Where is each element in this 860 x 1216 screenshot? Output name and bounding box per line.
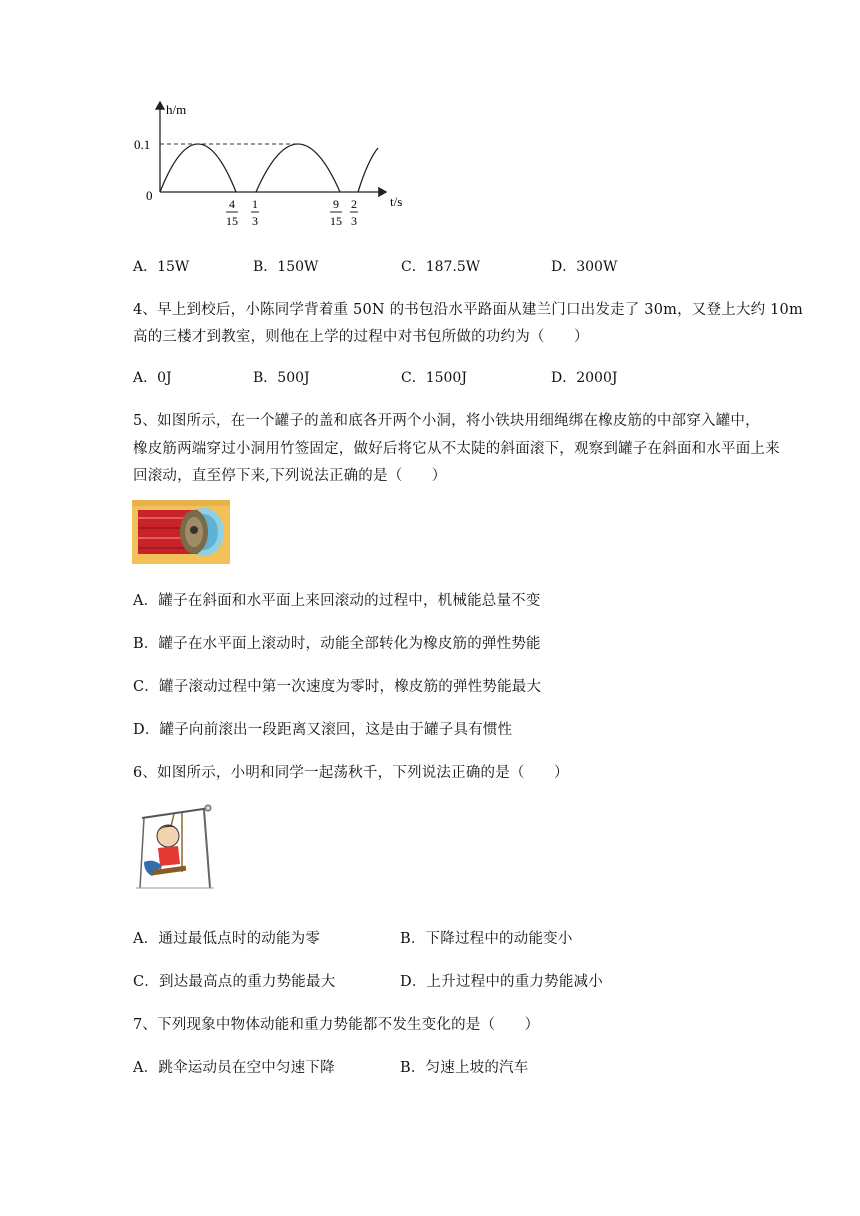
q5-stem-line-3: 回滚动，直至停下来,下列说法正确的是（ ） (133, 468, 447, 484)
swing-boy-image (130, 800, 216, 890)
q3-option-b[interactable]: B．150W (253, 259, 319, 275)
q4-option-c[interactable]: C．1500J (401, 370, 467, 386)
q7-option-a[interactable]: A．跳伞运动员在空中匀速下降 (133, 1060, 335, 1076)
x-axis-label: t/s (390, 194, 403, 209)
q7-stem: 7、下列现象中物体动能和重力势能都不发生变化的是（ ） (133, 1017, 540, 1033)
q4-stem-line-2: 高的三楼才到教室，则他在上学的过程中对书包所做的功约为（ ） (133, 329, 589, 345)
svg-text:15: 15 (330, 214, 342, 228)
curve-arc-2 (256, 144, 340, 192)
svg-text:2: 2 (351, 197, 357, 211)
q5-option-a[interactable]: A．罐子在斜面和水平面上来回滚动的过程中，机械能总量不变 (133, 593, 541, 609)
q6-option-c[interactable]: C．到达最高点的重力势能最大 (133, 974, 336, 990)
q7-option-b[interactable]: B．匀速上坡的汽车 (400, 1060, 529, 1076)
q5-option-d[interactable]: D．罐子向前滚出一段距离又滚回，这是由于罐子具有惯性 (133, 722, 513, 738)
x-tick-2-3 (350, 197, 358, 228)
x-tick-9-15 (330, 197, 342, 228)
q4-option-b[interactable]: B．500J (253, 370, 310, 386)
curve-arc-3 (358, 148, 378, 192)
q3-option-d[interactable]: D．300W (551, 259, 618, 275)
curve-arc-1 (160, 144, 236, 192)
svg-text:9: 9 (333, 197, 339, 211)
origin-label: 0 (146, 188, 153, 203)
q4-stem-line-1: 4、早上到校后，小陈同学背着重 50N 的书包沿水平路面从建兰门口出发走了 30m，又登上大约 10m (133, 302, 803, 318)
q5-stem-line-2: 橡皮筋两端穿过小洞用竹签固定，做好后将它从不太陡的斜面滚下，观察到罐子在斜面和水平面上来 (133, 441, 780, 457)
rolling-can-image (132, 500, 230, 564)
height-time-graph (128, 96, 428, 236)
q3-option-a[interactable]: A．15W (133, 259, 190, 275)
q3-option-c[interactable]: C．187.5W (401, 259, 481, 275)
x-tick-1-3 (251, 197, 259, 228)
q5-option-c[interactable]: C．罐子滚动过程中第一次速度为零时，橡皮筋的弹性势能最大 (133, 679, 542, 695)
svg-text:3: 3 (252, 214, 258, 228)
q6-option-b[interactable]: B．下降过程中的动能变小 (400, 931, 573, 947)
q5-stem-line-1: 5、如图所示，在一个罐子的盖和底各开两个小洞，将小铁块用细绳绑在橡皮筋的中部穿入罐中， (133, 413, 760, 429)
svg-text:1: 1 (252, 197, 258, 211)
svg-text:4: 4 (229, 197, 235, 211)
q6-option-d[interactable]: D．上升过程中的重力势能减小 (400, 974, 603, 990)
q6-stem: 6、如图所示，小明和同学一起荡秋千，下列说法正确的是（ ） (133, 765, 569, 781)
svg-text:15: 15 (226, 214, 238, 228)
svg-text:3: 3 (351, 214, 357, 228)
q5-option-b[interactable]: B．罐子在水平面上滚动时，动能全部转化为橡皮筋的弹性势能 (133, 636, 541, 652)
x-tick-4-15 (226, 197, 238, 228)
y-tick-label: 0.1 (134, 137, 151, 152)
q4-option-a[interactable]: A．0J (133, 370, 172, 386)
q6-option-a[interactable]: A．通过最低点时的动能为零 (133, 931, 321, 947)
q4-option-d[interactable]: D．2000J (551, 370, 618, 386)
y-axis-label: h/m (166, 102, 187, 117)
